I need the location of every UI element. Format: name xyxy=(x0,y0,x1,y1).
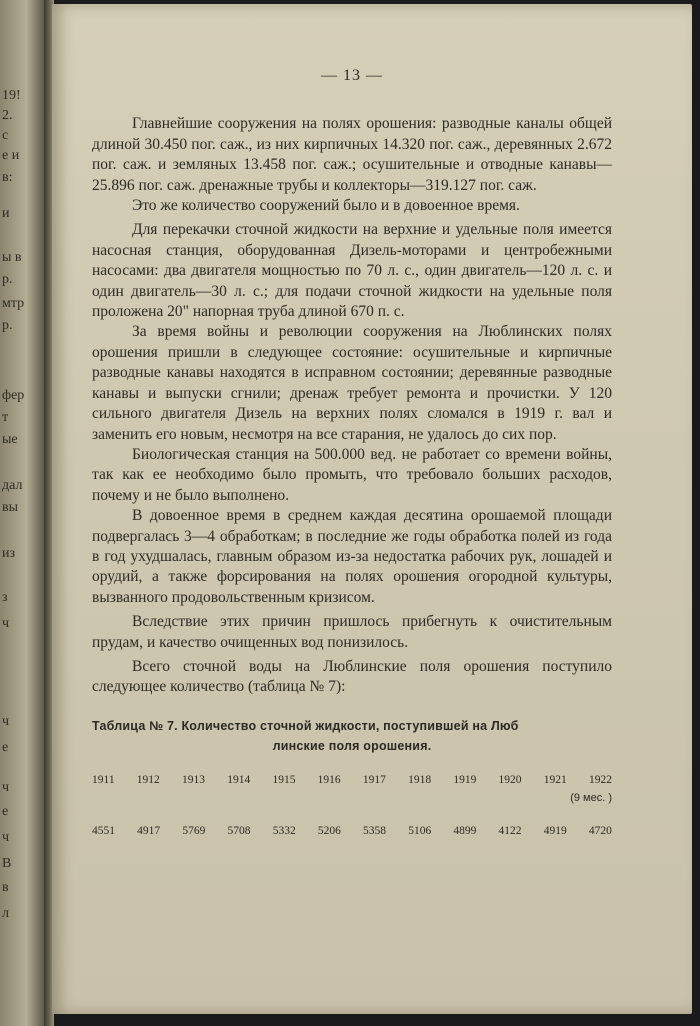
table-value: 4899 xyxy=(453,824,477,837)
left-fragment: р. xyxy=(2,272,13,287)
left-fragment: ч xyxy=(2,830,10,845)
table-value: 5206 xyxy=(317,824,341,837)
table-year: 1919 xyxy=(453,773,477,786)
paragraph: Всего сточной воды на Люблинские поля орошения поступило следующее количество (таблица № 7): xyxy=(92,657,612,696)
table-caption xyxy=(92,716,612,756)
table-caption-line2: линские поля орошения. xyxy=(272,738,432,753)
left-fragment: в xyxy=(2,880,9,895)
paragraph: Вследствие этих причин пришлось прибегнуть к очистительным прудам, и качество очищенных вод понизилось. xyxy=(92,613,612,651)
table-value: 5106 xyxy=(408,824,432,837)
left-fragment: вы xyxy=(2,500,19,515)
left-fragment: 19! xyxy=(2,88,21,103)
table-value: 4917 xyxy=(137,824,161,837)
table-year: 1911 xyxy=(92,773,115,786)
left-fragment: дал xyxy=(2,478,23,493)
left-fragment: т xyxy=(2,410,9,425)
table-year: 1918 xyxy=(408,773,432,786)
paragraph: За время войны и революции сооружения на Люблинских полях орошения пришли в следующее состояние: осушительные и кирпичные разводные канавы находятся в исправном состоянии; деревянные разводные канавы и выпуски сгнили; дренаж требует ремонта и прочистки. У 120 сильного двигателя Дизель на верхних полях сломался в 1919 г. вал и заменить его новым, несмотря на все старания, не удалось до сих пор. xyxy=(92,323,612,443)
paragraph: В довоенное время в среднем каждая десятина орошаемой площади подвергалась 3—4 обработкам; в последние же годы обработка полей из года в год ухудшалась, главным образом из-за недостатка рабочих рук, лошадей и орудий, а также форсирования на полях орошения огородной культуры, вызванного продовольственным кризисом. xyxy=(92,507,612,606)
table-value: 5332 xyxy=(272,824,296,837)
table-year: 1921 xyxy=(543,773,567,786)
left-fragment: из xyxy=(2,546,16,561)
left-fragment: з xyxy=(2,590,8,605)
table-year: 1912 xyxy=(136,773,160,786)
table-year: 1915 xyxy=(272,773,296,786)
paragraph: Главнейшие сооружения на полях орошения: разводные каналы общей длиной 30.450 пог. саж., из них кирпичных 14.320 пог. саж., деревянных 2.672 пог. саж. и земляных 13.458 пог. саж.; осушительные и отводные канавы—25.896 пог. саж. дренажные трубы и коллекторы—319.127 пог. саж. xyxy=(92,115,612,194)
left-fragment: мтр xyxy=(2,296,25,311)
table-value: 4720 xyxy=(588,824,612,837)
table-value: 5769 xyxy=(182,824,206,837)
table-year: 1916 xyxy=(317,773,341,786)
left-fragment: в: xyxy=(2,170,13,185)
left-fragment: ч xyxy=(2,780,10,795)
table-values-row xyxy=(92,821,612,841)
table-year: 1920 xyxy=(498,773,522,786)
table-year: 1913 xyxy=(182,773,206,786)
left-fragment: е и xyxy=(2,148,20,163)
table-value: 5708 xyxy=(227,824,251,837)
left-fragment: и xyxy=(2,206,10,221)
table-7 xyxy=(92,716,612,841)
paragraph: Биологическая станция на 500.000 вед. не работает со времени войны, так как ее необходимо было промыть, что требовало больших расходов, почему и не было выполнено. xyxy=(92,445,612,504)
left-fragment: л xyxy=(2,906,9,921)
table-years-row xyxy=(92,770,612,790)
table-value: 5358 xyxy=(363,824,387,837)
table-year: 1922 xyxy=(588,773,612,786)
left-fragment: с xyxy=(2,128,9,143)
left-fragment: ые xyxy=(2,432,18,447)
table-year: 1914 xyxy=(227,773,251,786)
table-caption-line1: Таблица № 7. Количество сточной жидкости, поступившей на Люб xyxy=(92,718,519,733)
left-fragment: ы в xyxy=(2,250,22,265)
left-page-edge xyxy=(0,0,44,1026)
paragraph: Для перекачки сточной жидкости на верхние и удельные поля имеется насосная станция, оборудованная Дизель-моторами и центробежными насосами: два двигателя мощностью по 70 л. с., один двигатель—120 л. с. и один двигатель—30 л. с.; для подачи сточной жидкости на удельные поля проложена 20" напорная труба длиной 670 п. с. xyxy=(92,221,612,321)
left-fragment: 2. xyxy=(2,108,13,123)
left-fragment: В xyxy=(2,856,12,871)
left-fragment: ч xyxy=(2,714,10,729)
left-fragment: е xyxy=(2,740,9,755)
left-fragment: фер xyxy=(2,388,25,403)
table-value: 4122 xyxy=(498,824,522,837)
table-note: (9 мес. ) xyxy=(570,792,612,805)
left-fragment: е xyxy=(2,804,9,819)
table-value: 4551 xyxy=(92,824,115,837)
left-fragment: р. xyxy=(2,318,13,333)
table-value: 4919 xyxy=(543,824,567,837)
paragraph: Это же количество сооружений было и в довоенное время. xyxy=(132,197,520,215)
page-text xyxy=(92,66,612,841)
table-year: 1917 xyxy=(362,773,386,786)
page-number: — 13 — xyxy=(321,67,383,84)
left-fragment: ч xyxy=(2,616,10,631)
